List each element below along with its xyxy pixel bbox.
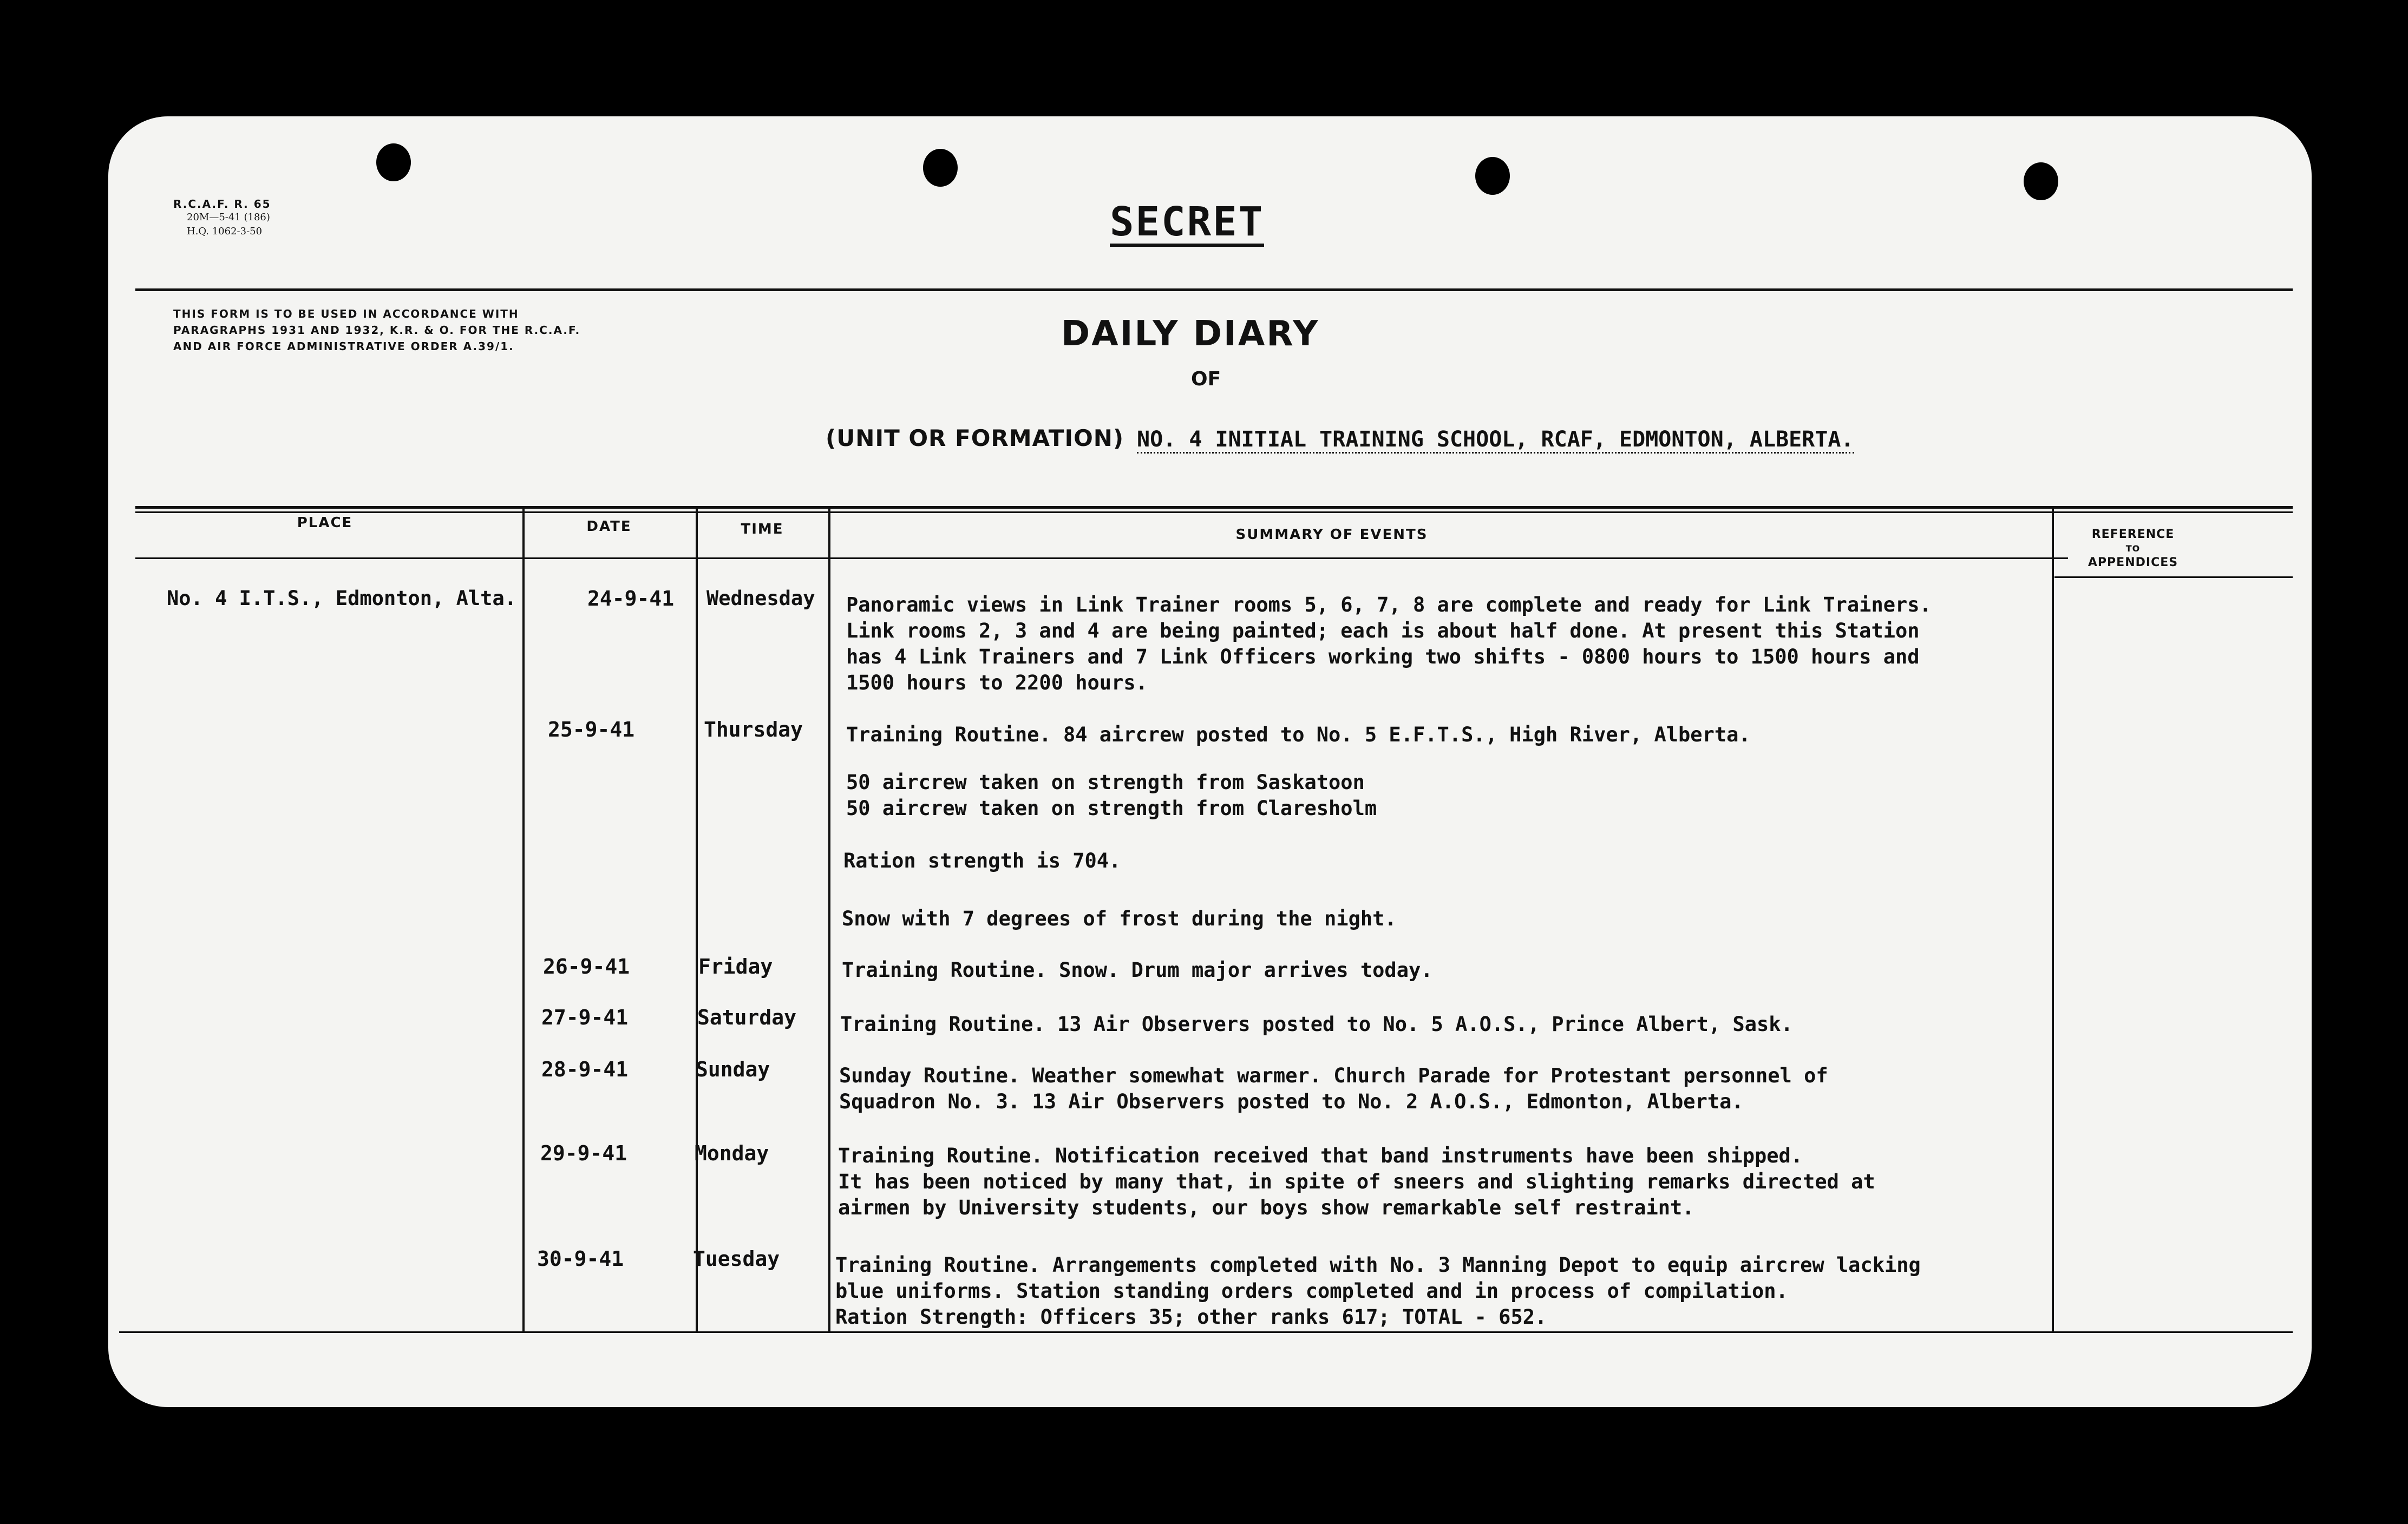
unit-value: NO. 4 INITIAL TRAINING SCHOOL, RCAF, EDMONTON, ALBERTA.: [1137, 427, 1854, 454]
page-title: DAILY DIARY: [1061, 314, 1320, 354]
form-number-block: [173, 198, 271, 239]
entry-day: Friday: [698, 955, 773, 978]
print-code: 20M—5-41 (186): [187, 212, 270, 223]
column-header-summary: SUMMARY OF EVENTS: [1235, 527, 1428, 543]
punch-hole: [1475, 157, 1510, 195]
entry-line: Training Routine. 84 aircrew posted to No. 5 E.F.T.S., High River, Alberta.: [846, 723, 1751, 746]
entry-line: 1500 hours to 2200 hours.: [846, 671, 1148, 694]
entry-line: Sunday Routine. Weather somewhat warmer. Church Parade for Protestant personnel of: [839, 1064, 1828, 1087]
entry-date: 24-9-41: [587, 587, 675, 610]
punch-hole: [923, 149, 958, 187]
reference-line-1: REFERENCE: [2091, 528, 2175, 541]
column-header-time: TIME: [741, 521, 784, 537]
entry-line: 50 aircrew taken on strength from Saskatoon: [846, 771, 1365, 794]
entry-date: 28-9-41: [541, 1057, 629, 1081]
hq-reference: H.Q. 1062-3-50: [187, 226, 263, 237]
entry-date: 26-9-41: [543, 955, 630, 978]
entry-line: airmen by University students, our boys show remarkable self restraint.: [838, 1196, 1694, 1219]
entry-day: Sunday: [696, 1057, 770, 1081]
entry-line: Ration Strength: Officers 35; other ranks 617; TOTAL - 652.: [835, 1305, 1547, 1329]
entry-line: Training Routine. 13 Air Observers posted to No. 5 A.O.S., Prince Albert, Sask.: [840, 1013, 1793, 1036]
entry-line: Snow with 7 degrees of frost during the night.: [842, 907, 1397, 930]
entry-day: Wednesday: [706, 587, 815, 610]
entry-line: blue uniforms. Station standing orders completed and in process of compilation.: [835, 1279, 1788, 1303]
form-instructions: THIS FORM IS TO BE USED IN ACCORDANCE WITH PARAGRAPHS 1931 AND 1932, K.R. & O. FOR THE R.C.A.F. AND AIR FORCE ADMINISTRATIVE ORDER A.39/1.: [173, 307, 581, 353]
entry-line: Training Routine. Arrangements completed with No. 3 Manning Depot to equip aircrew lacking: [835, 1253, 1921, 1277]
table-top-rule-2: [135, 511, 2293, 513]
entry-line: Panoramic views in Link Trainer rooms 5, 6, 7, 8 are complete and ready for Link Trainers.: [846, 593, 1932, 616]
entry-line: Training Routine. Notification received that band instruments have been shipped.: [838, 1144, 1803, 1167]
title-of: OF: [1191, 368, 1221, 390]
column-header-rule: [135, 557, 2068, 559]
reference-line-2: TO: [2125, 543, 2141, 554]
entry-line: Squadron No. 3. 13 Air Observers posted to No. 2 A.O.S., Edmonton, Alberta.: [839, 1090, 1744, 1113]
punch-hole: [2024, 162, 2058, 200]
column-header-reference: [2068, 528, 2198, 570]
entry-day: Monday: [695, 1141, 769, 1165]
reference-line-3: APPENDICES: [2088, 556, 2178, 569]
table-top-rule: [135, 506, 2293, 509]
column-header-date: DATE: [586, 518, 632, 535]
diary-form-card: [108, 116, 2312, 1407]
place-cell: No. 4 I.T.S., Edmonton, Alta.: [167, 587, 517, 610]
column-divider: [2052, 507, 2054, 1332]
entry-day: Saturday: [697, 1006, 797, 1029]
entry-line: 50 aircrew taken on strength from Claresholm: [846, 797, 1377, 820]
entry-date: 27-9-41: [541, 1006, 629, 1029]
entry-date: 25-9-41: [548, 718, 635, 741]
entry-date: 30-9-41: [537, 1247, 624, 1271]
classification-stamp: SECRET: [1110, 200, 1264, 247]
header-rule: [135, 288, 2293, 291]
entry-line: Ration strength is 704.: [843, 849, 1121, 872]
entry-line: has 4 Link Trainers and 7 Link Officers working two shifts - 0800 hours to 1500 hours and: [846, 645, 1920, 668]
entry-line: Training Routine. Snow. Drum major arrives today.: [842, 958, 1433, 982]
punch-hole: [376, 143, 411, 181]
entry-date: 29-9-41: [540, 1141, 627, 1165]
column-divider: [828, 507, 830, 1332]
column-divider: [522, 507, 525, 1332]
column-divider: [696, 507, 698, 1332]
table-bottom-rule: [119, 1331, 2293, 1333]
form-number: R.C.A.F. R. 65: [173, 198, 271, 211]
unit-label: (UNIT OR FORMATION): [826, 425, 1124, 451]
entry-day: Thursday: [704, 718, 803, 741]
entry-line: Link rooms 2, 3 and 4 are being painted; each is about half done. At present this Station: [846, 619, 1920, 642]
reference-header-rule: [2054, 576, 2293, 578]
column-header-place: PLACE: [297, 515, 353, 531]
entry-day: Tuesday: [693, 1247, 780, 1271]
entry-line: It has been noticed by many that, in spite of sneers and slighting remarks directed at: [838, 1170, 1875, 1193]
